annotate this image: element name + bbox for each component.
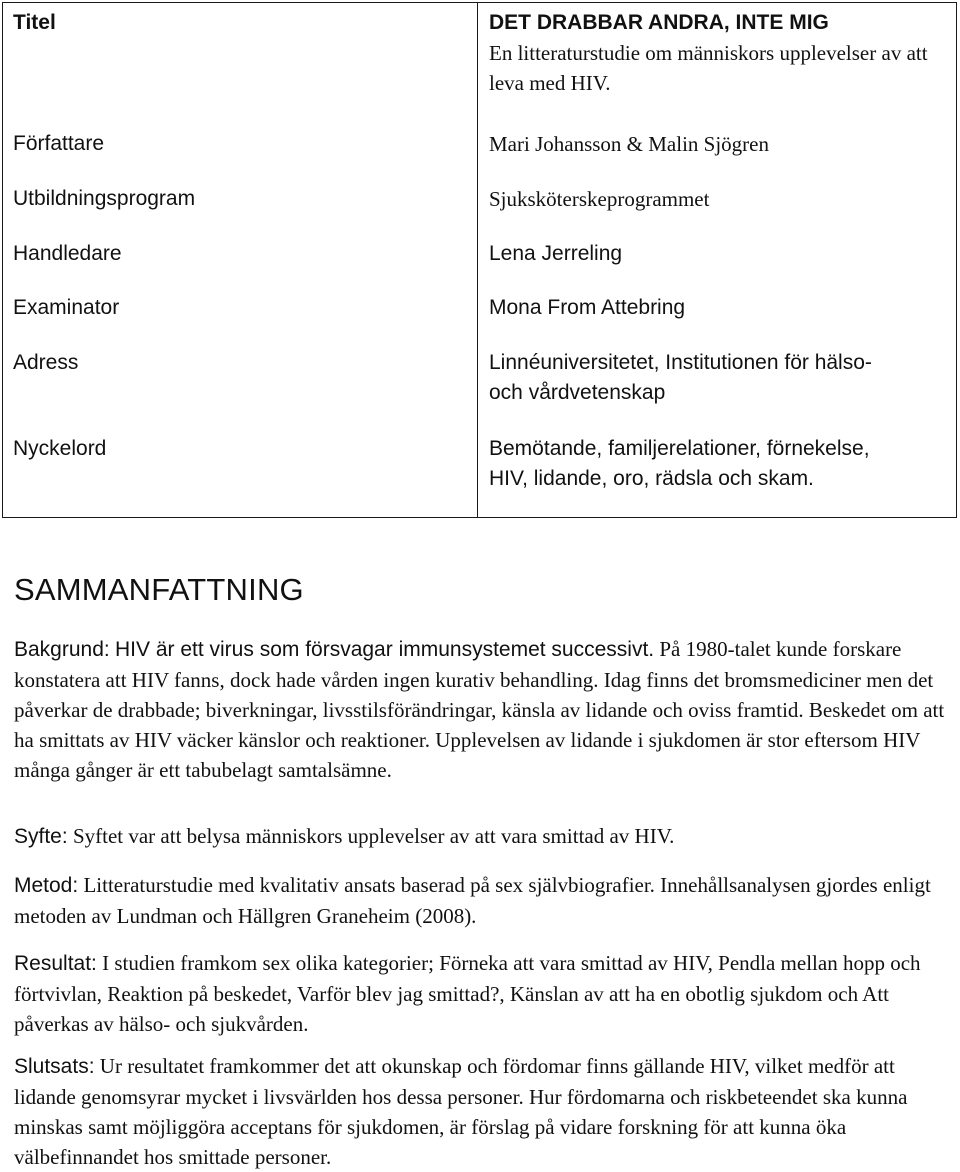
authors-value: Mari Johansson & Malin Sjögren	[489, 132, 769, 156]
results-paragraph	[14, 948, 949, 1039]
title-value	[489, 8, 929, 98]
background-label: Bakgrund:	[14, 638, 110, 661]
method-paragraph	[14, 870, 949, 931]
summary-heading: SAMMANFATTNING	[14, 572, 304, 607]
program-value: Sjuksköterskeprogrammet	[489, 187, 710, 211]
table-column-divider	[477, 3, 478, 517]
keywords-value: Bemötande, familjerelationer, förnekelse, HIV, lidande, oro, rädsla och skam.	[489, 437, 870, 490]
conclusion-label: Slutsats:	[14, 1055, 95, 1078]
supervisor-label: Handledare	[13, 242, 122, 265]
thesis-info-table	[2, 2, 957, 518]
program-label: Utbildningsprogram	[13, 187, 196, 210]
background-paragraph	[14, 634, 949, 785]
examiner-label: Examinator	[13, 296, 120, 319]
thesis-title: DET DRABBAR ANDRA, INTE MIG	[489, 11, 829, 34]
authors-label: Författare	[13, 132, 105, 155]
address-label: Adress	[13, 351, 79, 374]
method-text: Litteraturstudie med kvalitativ ansats baserad på sex självbiografier. Innehållsanalysen gjordes enligt metoden av Lundman och Hällgren Graneheim (2008).	[14, 873, 931, 928]
conclusion-text: Ur resultatet framkommer det att okunskap och fördomar finns gällande HIV, vilket medför att lidande genomsyrar mycket i livsvärlden hos dessa personer. Hur fördomarna och riskbeteendet ska kunna minskas samt möjliggöra acceptans för sjukdomen, är förslag på vidare forskning för att kunna öka välbefinnandet hos smittade personer.	[14, 1054, 908, 1169]
keywords-label: Nyckelord	[13, 437, 107, 460]
aim-text: Syftet var att belysa människors upplevelser av att vara smittad av HIV.	[72, 824, 675, 848]
conclusion-paragraph	[14, 1051, 949, 1172]
background-text: På 1980-talet kunde forskare konstatera att HIV fanns, dock hade vården ingen kurativ behandling. Idag finns det bromsmediciner men det påverkar de drabbade; biverkningar, livsstilsförändringar, känsla av lidande och oviss framtid. Beskedet om att ha smittats av HIV väcker känslor och reaktioner. Upplevelsen av lidande i sjukdomen är stor eftersom HIV många gånger är ett tabubelagt samtalsämne.	[14, 637, 945, 782]
title-label: Titel	[13, 11, 56, 34]
thesis-subtitle: En litteraturstudie om människors upplevelser av att leva med HIV.	[489, 41, 928, 95]
background-lead: HIV är ett virus som försvagar immunsystemet successivt.	[114, 638, 655, 661]
results-text: I studien framkom sex olika kategorier; Förneka att vara smittad av HIV, Pendla mellan hopp och förtvivlan, Reaktion på beskedet, Varför blev jag smittad?, Känslan av att ha en obotlig sjukdom och Att påverkas av hälso- och sjukvården.	[14, 951, 921, 1036]
address-value: Linnéuniversitetet, Institutionen för hälso- och vårdvetenskap	[489, 351, 872, 404]
supervisor-value: Lena Jerreling	[489, 242, 623, 265]
method-label: Metod:	[14, 874, 79, 897]
aim-label: Syfte:	[14, 825, 68, 848]
aim-paragraph	[14, 821, 949, 852]
examiner-value: Mona From Attebring	[489, 296, 686, 319]
results-label: Resultat:	[14, 952, 97, 975]
